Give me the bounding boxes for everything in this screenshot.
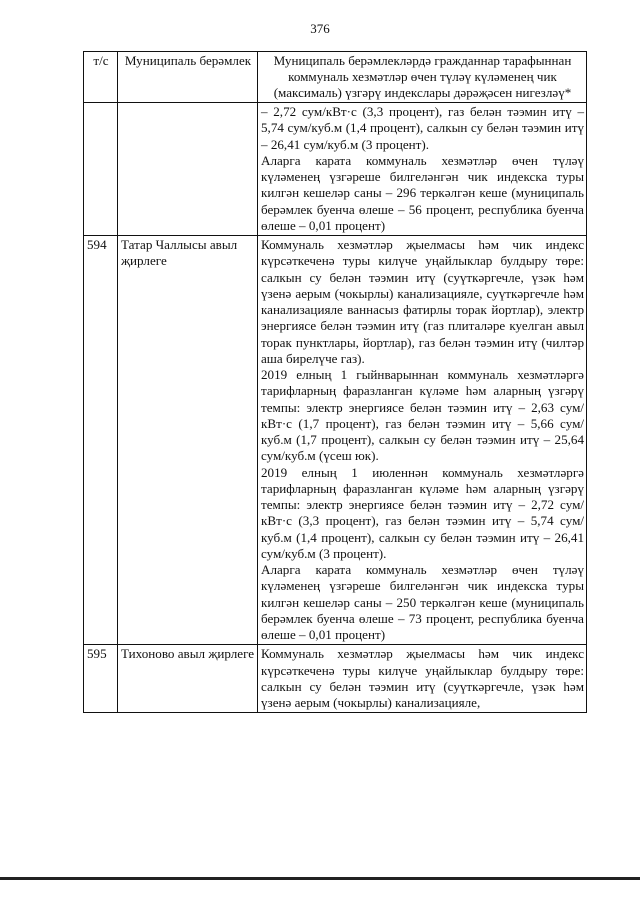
row-municipality: Тихоново авыл җирлеге xyxy=(118,645,258,713)
page-number: 376 xyxy=(310,21,330,36)
paragraph: Коммуналь хезмәтләр җыелмасы һәм чик индекс күрсәткеченә туры килүче уңайлыклар булдыру төре: салкын су белән тәэмин итү (суүткәргечле, үзәк һәм үзенә аерым (чокырлы) канализацияле, xyxy=(261,646,584,710)
table-row xyxy=(84,236,587,645)
paragraph: – 2,72 сум/кВт·с (3,3 процент), газ белән тәэмин итү – 5,74 сум/куб.м (1,4 процент), салкын су белән тәэмин итү – 26,41 сум/куб.м (3 процент). xyxy=(261,104,584,152)
header-index-basis: Муниципаль берәмлекләрдә гражданнар тарафыннан коммуналь хезмәтләр өчен түләү күләменең чик (максималь) үзгәрү индекслары дәрәҗәсен нигезләү* xyxy=(258,52,587,103)
row-municipality xyxy=(118,103,258,236)
scan-bottom-edge xyxy=(0,877,640,880)
table-row xyxy=(84,103,587,236)
row-description xyxy=(258,236,587,645)
table-row xyxy=(84,645,587,713)
paragraph: 2019 елның 1 гыйнварыннан коммуналь хезмәтләргә тарифларның фаразланган күләме һәм аларның үзгәрү темпы: электр энергиясе белән тәэмин итү – 2,63 сум/кВт·с (1,7 процент), газ белән тәэмин итү – 5,66 сум/куб.м (1,7 процент), салкын су белән тәэмин итү – 25,64 сум/куб.м (үсеш юк). xyxy=(261,367,584,464)
paragraph: Коммуналь хезмәтләр җыелмасы һәм чик индекс күрсәткеченә туры килүче уңайлыклар булдыру төре: салкын су белән тәэмин итү (суүткәргечле, үзәк һәм үзенә аерым (чокырлы) канализацияле, суүткәргечле һәм канализацияле ваннасыз фатирлы торак йортлар), электр энергиясе белән тәэмин итү (газ плиталәре куелган авыл торак пунктлары, йортлар), газ белән тәэмин итү (чилтәр аша бирелүче газ). xyxy=(261,237,584,366)
header-municipality: Муниципаль берәмлек xyxy=(118,52,258,103)
row-municipality: Татар Чаллысы авыл җирлеге xyxy=(118,236,258,645)
row-number: 595 xyxy=(84,645,118,713)
tariff-table xyxy=(83,51,587,713)
paragraph: Аларга карата коммуналь хезмәтләр өчен түләү күләменең үзгәреше билгеләнгән чик индекска туры килгән кешеләр саны – 250 теркәлгән кеше (муниципаль берәмлек буенча өлеше – 73 процент, республика буенча өлеше – 0,01 процент) xyxy=(261,562,584,642)
header-number: т/с xyxy=(84,52,118,103)
row-description xyxy=(258,103,587,236)
row-description xyxy=(258,645,587,713)
row-number xyxy=(84,103,118,236)
paragraph: 2019 елның 1 июленнән коммуналь хезмәтләргә тарифларның фаразланган күләме һәм аларның үзгәрү темпы: электр энергиясе белән тәэмин итү – 2,72 сум/кВт·с (3,3 процент), газ белән тәэмин итү – 5,74 сум/куб.м (1,4 процент), салкын су белән тәэмин итү – 26,41 сум/куб.м (3 процент). xyxy=(261,464,584,561)
table-header-row xyxy=(84,52,587,103)
row-number: 594 xyxy=(84,236,118,645)
paragraph: Аларга карата коммуналь хезмәтләр өчен түләү күләменең үзгәреше билгеләнгән чик индекска туры килгән кешеләр саны – 296 теркәлгән кеше (муниципаль берәмлек буенча өлеше – 56 процент, республика буенча өлеше – 0,01 процент) xyxy=(261,152,584,233)
